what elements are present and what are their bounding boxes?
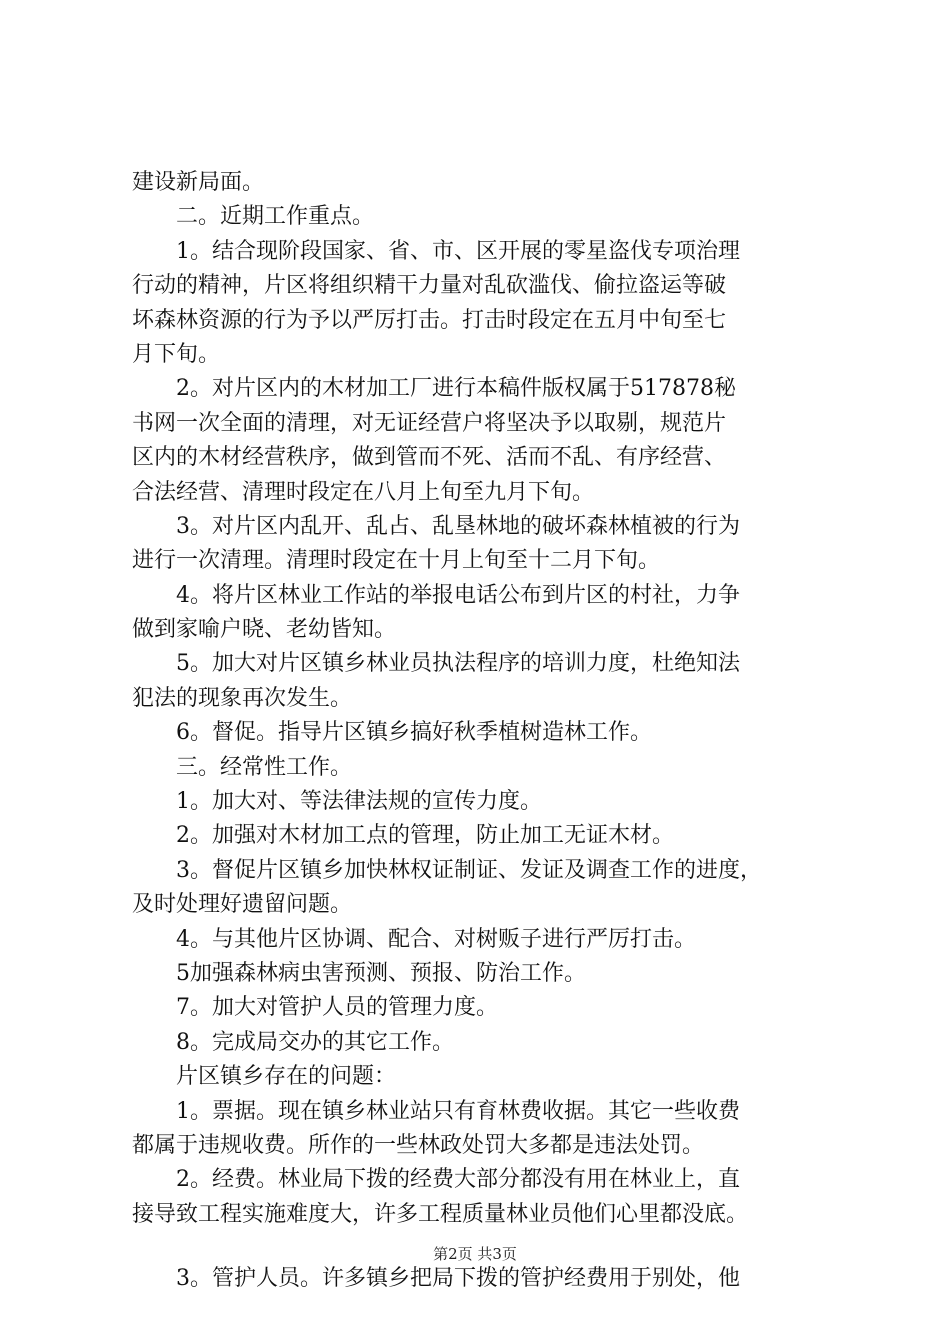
text-line: 4。与其他片区协调、配合、对树贩子进行严厉打击。 — [176, 926, 696, 952]
text-line: 三。经常性工作。 — [176, 754, 353, 780]
text-line: 二。近期工作重点。 — [176, 204, 375, 230]
text-line: 7。加大对管护人员的管理力度。 — [176, 995, 498, 1021]
text-line: 5加强森林病虫害预测、预报、防治工作。 — [176, 960, 586, 986]
text-line: 2。对片区内的木材加工厂进行本稿件版权属于517878秘 — [176, 376, 736, 402]
text-line: 3。对片区内乱开、乱占、乱垦林地的破坏森林植被的行为 — [176, 513, 740, 539]
text-line: 犯法的现象再次发生。 — [132, 685, 353, 711]
text-line: 3。管护人员。许多镇乡把局下拨的管护经费用于别处，他 — [176, 1266, 740, 1292]
text-line: 3。督促片区镇乡加快林权证制证、发证及调查工作的进度， — [176, 857, 762, 883]
text-line: 及时处理好遗留问题。 — [132, 892, 353, 918]
text-line: 片区镇乡存在的问题： — [176, 1064, 397, 1090]
text-line: 行动的精神，片区将组织精干力量对乱砍滥伐、偷拉盗运等破 — [132, 273, 727, 299]
text-line: 月下旬。 — [132, 341, 221, 367]
text-line: 6。督促。指导片区镇乡搞好秋季植树造林工作。 — [176, 720, 652, 746]
text-line: 1。加大对、等法律法规的宣传力度。 — [176, 789, 542, 815]
text-line: 1。结合现阶段国家、省、市、区开展的零星盗伐专项治理 — [176, 238, 740, 264]
text-line: 坏森林资源的行为予以严厉打击。打击时段定在五月中旬至七 — [132, 307, 727, 333]
text-line: 区内的木材经营秩序，做到管而不死、活而不乱、有序经营、 — [132, 445, 727, 471]
text-line: 2。经费。林业局下拨的经费大部分都没有用在林业上，直 — [176, 1167, 740, 1193]
text-line: 8。完成局交办的其它工作。 — [176, 1029, 454, 1055]
text-line: 2。加强对木材加工点的管理，防止加工无证木材。 — [176, 823, 674, 849]
text-line: 进行一次清理。清理时段定在十月上旬至十二月下旬。 — [132, 548, 661, 574]
page-footer: 第2页 共3页 — [433, 1245, 517, 1263]
text-line: 书网一次全面的清理，对无证经营户将坚决予以取剔，规范片 — [132, 410, 727, 436]
text-line: 建设新局面。 — [132, 170, 265, 195]
text-line: 1。票据。现在镇乡林业站只有育林费收据。其它一些收费 — [176, 1098, 740, 1124]
text-line: 5。加大对片区镇乡林业员执法程序的培训力度，杜绝知法 — [176, 651, 740, 677]
text-line: 做到家喻户晓、老幼皆知。 — [132, 617, 397, 643]
text-block-continued — [132, 1262, 832, 1296]
text-line: 接导致工程实施难度大，许多工程质量林业员他们心里都没底。 — [132, 1201, 749, 1227]
document-body — [132, 166, 832, 1297]
text-block-main — [132, 166, 832, 1232]
text-line: 4。将片区林业工作站的举报电话公布到片区的村社，力争 — [176, 582, 740, 608]
text-line: 合法经营、清理时段定在八月上旬至九月下旬。 — [132, 479, 595, 505]
text-line: 都属于违规收费。所作的一些林政处罚大多都是违法处罚。 — [132, 1132, 705, 1158]
